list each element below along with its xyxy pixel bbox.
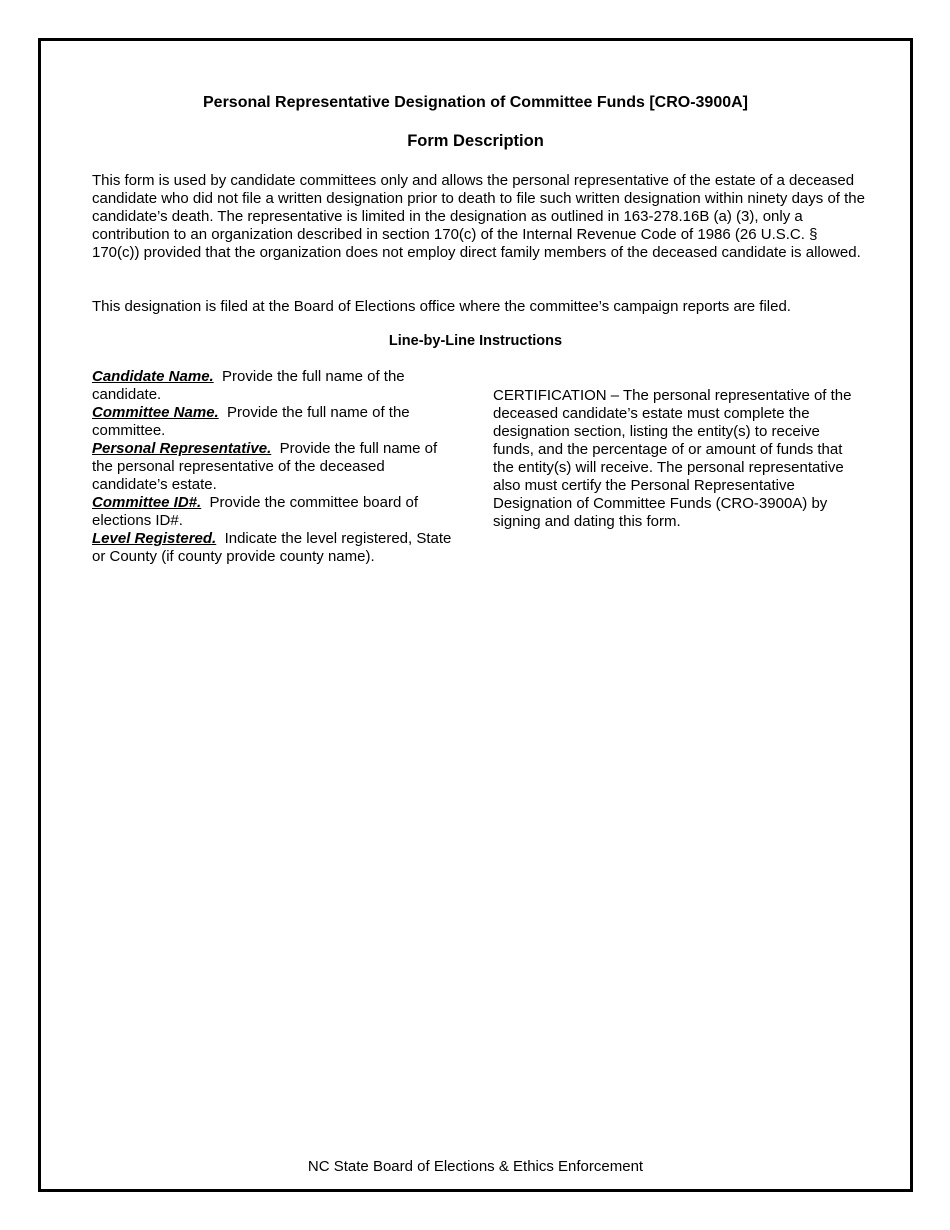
instruction-term: Level Registered. [92,530,217,547]
instruction-term: Committee ID#. [92,494,202,511]
instruction-personal-representative [92,440,457,494]
instruction-term: Committee Name. [92,404,219,421]
instruction-committee-name [92,404,457,440]
instructions-list [92,368,457,566]
instruction-text: Provide the full name of the candidate. [92,368,405,403]
filing-location-paragraph: This designation is filed at the Board of Elections office where the committee’s campaign reports are filed. [92,298,791,315]
instructions-heading: Line-by-Line Instructions [388,333,563,349]
description-paragraph: This form is used by candidate committees only and allows the personal representative of the estate of a deceased candidate who did not file a written designation prior to death to file such written designation within ninety days of the candidate’s death. The representative is limited in the designation as outlined in 163-278.16B (a) (3), only a contribution to an organization described in section 170(c) of the Internal Revenue Code of 1986 (26 U.S.C. § 170(c)) provided that the organization does not employ direct family members of the deceased candidate is allowed. [92,172,865,261]
instruction-text: Provide the committee board of elections ID#. [92,494,418,529]
instruction-text: Provide the full name of the committee. [92,404,410,439]
footer-organization: NC State Board of Elections & Ethics Enforcement [307,1158,644,1175]
certification-instructions: CERTIFICATION – The personal representative of the deceased candidate’s estate must complete the designation section, listing the entity(s) to receive funds, and the percentage of or amount of funds that the entity(s) will receive. The personal representative also must certify the Personal Representative Designation of Committee Funds (CRO-3900A) by signing and dating this form. [493,387,852,530]
instruction-level-registered [92,530,457,566]
instruction-text: Indicate the level registered, State or County (if county provide county name). [92,530,452,565]
instruction-term: Candidate Name. [92,368,214,385]
instruction-term: Personal Representative. [92,440,272,457]
instruction-text: Provide the full name of the personal representative of the deceased candidate’s estate. [92,440,438,493]
page-frame [38,38,913,1192]
form-description-heading: Form Description [407,132,544,150]
instruction-committee-id [92,494,457,530]
form-title: Personal Representative Designation of Committee Funds [CRO-3900A] [203,94,748,111]
instruction-candidate-name [92,368,457,404]
